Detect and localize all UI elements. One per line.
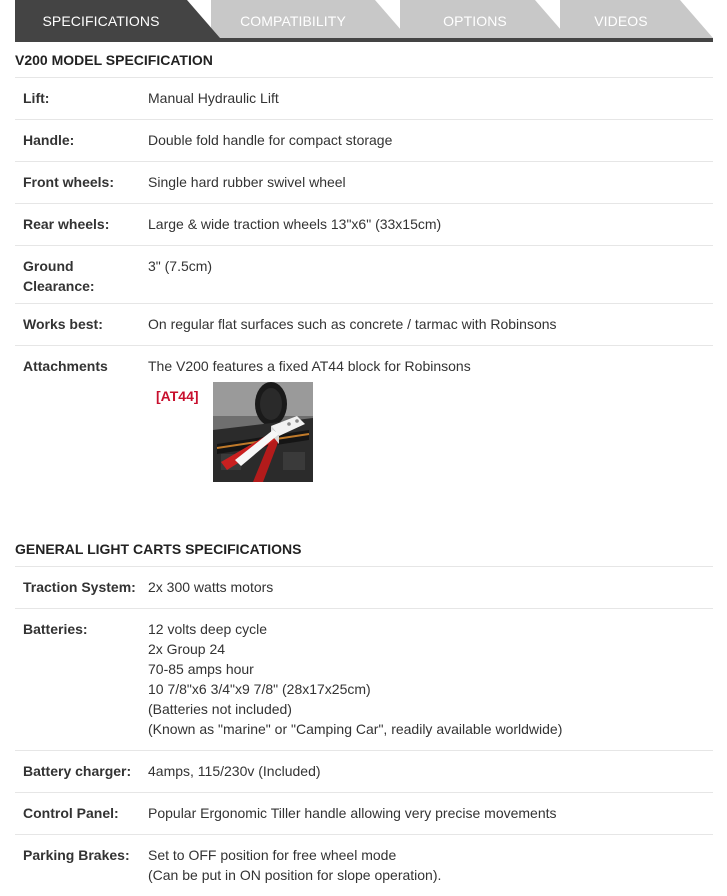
tab-compatibility[interactable]: COMPATIBILITY xyxy=(211,0,375,42)
spec-value xyxy=(148,793,713,835)
spec-line: 70-85 amps hour xyxy=(148,659,713,679)
tab-bar xyxy=(15,0,713,42)
model-spec-table xyxy=(15,78,713,493)
table-row xyxy=(15,120,713,162)
table-row xyxy=(15,609,713,751)
spec-line: Set to OFF position for free wheel mode xyxy=(148,845,713,865)
table-row xyxy=(15,78,713,120)
attachments-text: The V200 features a fixed AT44 block for Robinsons xyxy=(148,356,713,376)
spec-value: Manual Hydraulic Lift xyxy=(148,78,713,120)
table-row xyxy=(15,751,713,793)
spec-label: Works best: xyxy=(15,304,148,346)
spec-line: 2x 300 watts motors xyxy=(148,577,713,597)
spec-line: (Batteries not included) xyxy=(148,699,713,719)
spec-value xyxy=(148,346,713,494)
spec-line: 12 volts deep cycle xyxy=(148,619,713,639)
tab-options[interactable]: OPTIONS xyxy=(400,0,550,42)
spec-line: Popular Ergonomic Tiller handle allowing very precise movements xyxy=(148,803,713,823)
spec-label: Control Panel: xyxy=(15,793,148,835)
spec-label: Lift: xyxy=(15,78,148,120)
tab-specifications[interactable]: SPECIFICATIONS xyxy=(15,0,187,42)
general-spec-title: GENERAL LIGHT CARTS SPECIFICATIONS xyxy=(15,541,713,567)
attachment-tag-link[interactable]: [AT44] xyxy=(156,386,199,406)
spec-value xyxy=(148,751,713,793)
table-row xyxy=(15,246,713,304)
spec-value: Single hard rubber swivel wheel xyxy=(148,162,713,204)
spec-label: Parking Brakes: xyxy=(15,835,148,896)
spec-line: 4amps, 115/230v (Included) xyxy=(148,761,713,781)
table-row xyxy=(15,204,713,246)
spec-label: Batteries: xyxy=(15,609,148,751)
spec-line: 2x Group 24 xyxy=(148,639,713,659)
spec-line: (Known as "marine" or "Camping Car", readily available worldwide) xyxy=(148,719,713,739)
table-row xyxy=(15,835,713,896)
general-spec-table xyxy=(15,567,713,896)
table-row xyxy=(15,162,713,204)
spec-value: Double fold handle for compact storage xyxy=(148,120,713,162)
spec-label: Front wheels: xyxy=(15,162,148,204)
spec-line: (Can be put in ON position for slope operation). xyxy=(148,865,713,885)
model-spec-title: V200 MODEL SPECIFICATION xyxy=(15,52,713,78)
at44-block-image[interactable] xyxy=(213,382,313,482)
spec-value: 3" (7.5cm) xyxy=(148,246,713,304)
table-row xyxy=(15,346,713,494)
spec-label: Rear wheels: xyxy=(15,204,148,246)
spec-line: 10 7/8"x6 3/4"x9 7/8" (28x17x25cm) xyxy=(148,679,713,699)
spec-value: Large & wide traction wheels 13"x6" (33x15cm) xyxy=(148,204,713,246)
spec-label: Battery charger: xyxy=(15,751,148,793)
spec-value xyxy=(148,609,713,751)
spec-value: On regular flat surfaces such as concrete / tarmac with Robinsons xyxy=(148,304,713,346)
spec-label: Traction System: xyxy=(15,567,148,609)
spec-label: Handle: xyxy=(15,120,148,162)
spec-value xyxy=(148,835,713,896)
table-row xyxy=(15,793,713,835)
table-row xyxy=(15,304,713,346)
table-row xyxy=(15,567,713,609)
spec-label: Attachments xyxy=(15,346,148,494)
spec-label: Ground Clearance: xyxy=(15,246,148,304)
tab-videos[interactable]: VIDEOS xyxy=(560,0,682,42)
spec-value xyxy=(148,567,713,609)
